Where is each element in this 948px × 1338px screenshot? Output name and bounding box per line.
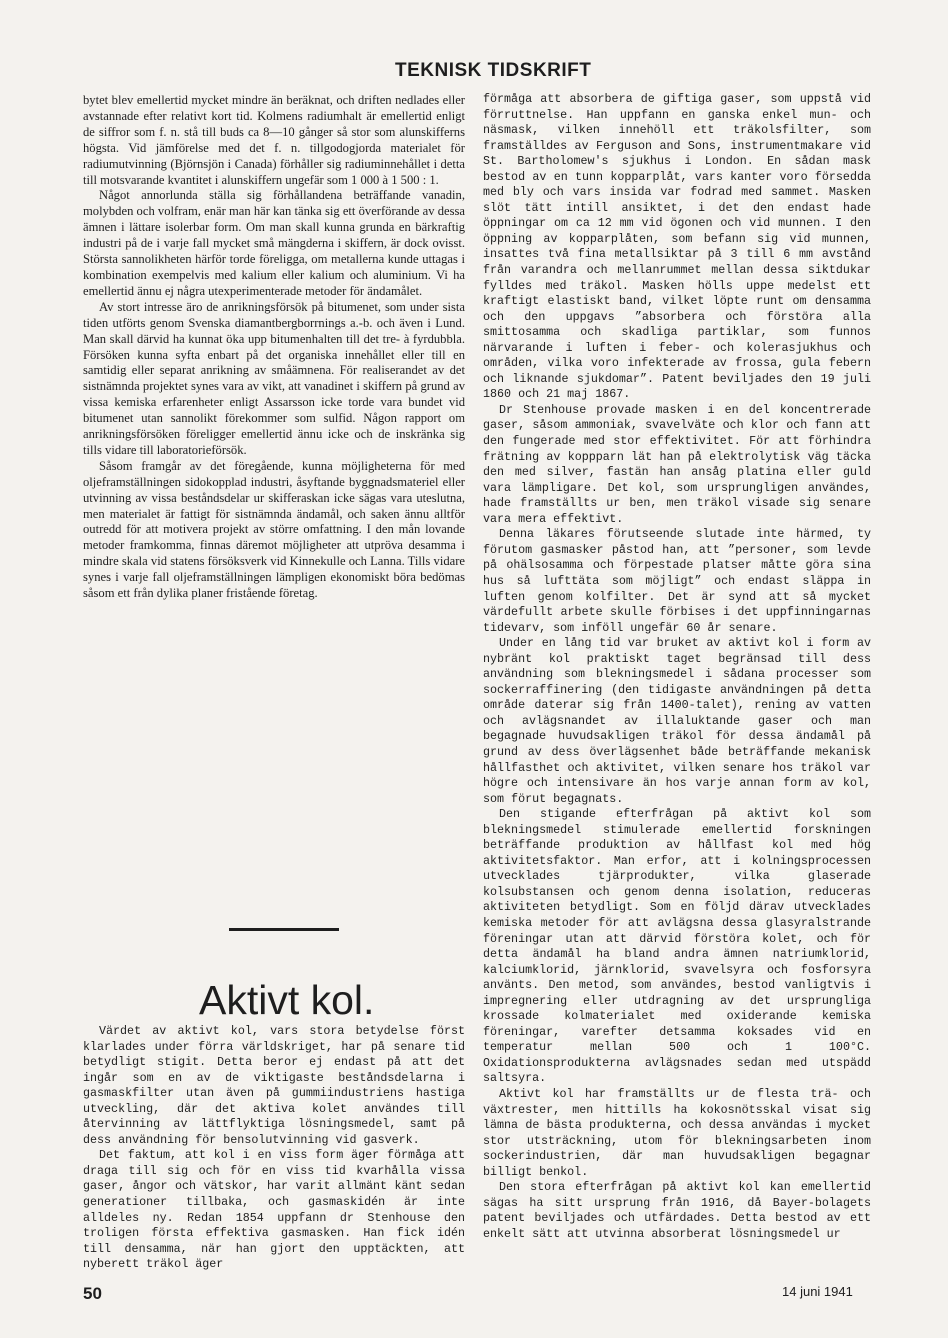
paragraph: Av stort intresse äro de anrikningsförsök på bitumenet, som under sista tiden utförts genom Svenska diamantbergborrnings a.-b. och även i Lund. Man skall därvid ha kunnat öka upp bitumenhalten till det tre- à fyrdubbla. Försöken kunna syfta enbart på det organiska innehållet eller till en samtidig eller separat anrikning av småämnena. För realiserandet av det sistnämnda projektet synes vara av vikt, att vanadinet i skiffern på grund av vissa kemiska erfarenheter enligt Assarsson icke torde vara bundet vid bitumenet utan sannolikt förekommer som sulfid. Någon rapport om anrikningsförsöken föreligger emellertid ännu icke och de inskränka sig tills vidare till laboratorieförsök. (83, 299, 465, 457)
paragraph: Det faktum, att kol i en viss form äger förmåga att draga till sig och för en viss tid kvarhålla vissa gaser, ångor och vätskor, har varit allmänt känt sedan generationer tillbaka, och gasmaskidén är inte alldeles ny. Redan 1854 uppfann dr Stenhouse den troligen första effektiva gasmasken. Han fick idén till densamma, när han gjort den upptäckten, att nyberett träkol äger (83, 1148, 465, 1272)
issue-date: 14 juni 1941 (782, 1284, 853, 1299)
article-body-left (83, 1024, 465, 1273)
section-divider (229, 928, 339, 931)
paragraph: Under en lång tid var bruket av aktivt kol i form av nybränt kol praktiskt taget begränsad till dess användning som blekningsmedel i sådana processer som sockerraffinering (den tidigaste användningen på detta område daterar sig från 1400-talet), rening av vatten och avlägsnandet av illaluktande gaser och man begagnade huvudsakligen träkol för dessa ändamål på grund av dess överlägsenhet både beträffande mekanisk hållfasthet och aktivitet, vilken senare hos träkol var högre och intensivare än hos varje annan form av kol, som förut begagnats. (483, 636, 871, 806)
article-body-right (483, 92, 871, 1242)
paragraph: Såsom framgår av det föregående, kunna möjligheterna för med oljeframställningen sidokopplad industri, åsyftande byggnadsmateriel eller utvinning av vissa beståndsdelar ur skifferaskan icke sägas vara uteslutna, men materialet är fattigt för sistnämnda ändamål, och saken ännu alltför outredd för att motivera projekt av större omfattning. I den mån lovande metoder framkomma, finnas däremot möjligheter att utpröva desamma i mindre skala vid statens försöksverk vid Kinnekulle och Lanna. Tills vidare synes i varje fall oljeframställningen lämpligen ekonomiskt böra bedömas såsom ett från dylika planer fristående företag. (83, 458, 465, 601)
paragraph: Värdet av aktivt kol, vars stora betydelse först klarlades under förra världskriget, har på senare tid betydligt stigit. Detta beror ej endast på att det ingår som en av de viktigaste beståndsdelarna i gasmaskfilter utan även på gummiindustriens hastiga utveckling, där det aktiva kolet användes till återvinning av lättflyktiga lösningsmedel, samt på dess användning för bensolutvinning vid gasverk. (83, 1024, 465, 1147)
left-column-continued-text (83, 93, 465, 602)
paragraph: förmåga att absorbera de giftiga gaser, som uppstå vid förruttnelse. Han uppfann en ganska enkel mun- och näsmask, vilken innehöll ett träkolsfilter, som framställdes av Ferguson and Sons, instrumentmakare vid St. Bartholomew's sjukhus i London. En sådan mask bestod av en tunn kopparplåt, vars kanter voro försedda med bly och vars insida var fodrad med sammet. Masken slöt tätt intill ansiktet, i det den endast hade öppningar om ca 12 mm vid ögonen och vid munnen. I den öppning av kopparplåten, som befann sig vid munnen, insattes två fina metallsiktar på 3 till 6 mm avstånd från varandra och mellanrummet mellan dessa siktdukar fylldes med träkol. Masken hölls uppe medelst ett kraftigt elastiskt band, vilket löpte runt om densamma och den uppgavs ”absorbera och förstöra alla smittosamma och skadliga partiklar, som funnos närvarande i luften i feber- och kolerasjukhus och områden, vilka voro infekterade av frossa, gula febern och liknande sjukdomar”. Patent beviljades den 19 juli 1860 och 21 maj 1867. (483, 92, 871, 402)
paragraph: Den stigande efterfrågan på aktivt kol som blekningsmedel stimulerade emellertid forskningen beträffande produktion av hållfast kol med hög aktivitetsfaktor. Man erfor, att i kolningsprocessen utvecklades tjärprodukter, vilka glaserade kolsubstansen och genom denna isolation, reduceras aktiviteten betydligt. Som en följd därav utvecklades kemiska metoder för att avlägsna dessa glasyralstrande föreningar utan att därvid förstöra kolet, och för detta ändamål ha bland andra ämnen natriumklorid, kalciumklorid, järnklorid, svavelsyra och fosforsyra använts. Den metod, som användes, bestod vanligtvis i impregnering eller utdragning av det ursprungliga krossade kolmaterialet med oxiderande kemiska föreningar, varefter detsamma koksades vid en temperatur mellan 500 och 1 100°C. Oxidationsprodukterna avlägsnades sedan med utspädd saltsyra. (483, 807, 871, 1086)
paragraph: Något annorlunda ställa sig förhållandena beträffande vanadin, molybden och volfram, enär man här kan tänka sig ett överförande av dessa ämnen i lättare isolerbar form. Om man skall kunna grunda en bärkraftig industri på de i varje fall mycket små mängderna i skiffern, är dock ovisst. Största sannolikheten härför torde föreligga, om metallerna kunde uttagas i kombination exempelvis med kalium eller kalium och aluminium. Vi ha emellertid ännu ej några utexperimenterade metoder för ändamålet. (83, 188, 465, 298)
paragraph: bytet blev emellertid mycket mindre än beräknat, och driften nedlades eller avstannade efter relativt kort tid. Kolmens radiumhalt är emellertid enligt de siffror som f. n. stå till buds ca 8—10 gånger så stor som alunskifferns högsta. Vid jämförelse med det f. n. tillgodogjorda materialet för radiumutvinning (Björnsjön i Canada) förhåller sig radiuminnehållet i detta till motsvarande kvantitet i alunskiffern ungefär som 1 000 à 1 500 : 1. (83, 93, 465, 187)
page-number: 50 (83, 1284, 102, 1303)
masthead-title: TEKNISK TIDSKRIFT (395, 60, 592, 81)
paragraph: Denna läkares förutseende slutade inte härmed, ty förutom gasmasker påstod han, att ”personer, som levde på ohälsosamma och förpestade platser måtte göra sina hus så lufttäta som möjligt” och endast släppa in luften genom kolfilter. Det är synd att så mycket värdefullt arbete skulle förbises i det uppfinningarnas tidevarv, som inföll ungefär 60 år senare. (483, 527, 871, 635)
paragraph: Den stora efterfrågan på aktivt kol kan emellertid sägas ha sitt ursprung från 1916, då Bayer-bolagets patent beviljades och utfärdades. Detta bestod av ett enkelt sätt att utvinna absorberat lösningsmedel ur (483, 1180, 871, 1241)
paragraph: Aktivt kol har framställts ur de flesta trä- och växtrester, men hittills ha kokosnötsskal visat sig lämna de bästa produkterna, och dessa användas i mycket stor utsträckning, utom för blekningsarbeten inom sockerindustrien, där man huvudsakligen begagnar billigt benkol. (483, 1087, 871, 1179)
paragraph: Dr Stenhouse provade masken i en del koncentrerade gaser, såsom ammoniak, svavelväte och klor och fann att den fungerade med stor effektivitet. För att förhindra frätning av koppparn lät han på elektrolytisk väg täcka den med silver, fastän han ansåg platina eller guld vara lämpligare. Det kol, som ursprungligen användes, hade framställts ur ben, men träkol visade sig senare vara mera effektivt. (483, 402, 871, 526)
article-heading: Aktivt kol. (199, 977, 375, 1023)
